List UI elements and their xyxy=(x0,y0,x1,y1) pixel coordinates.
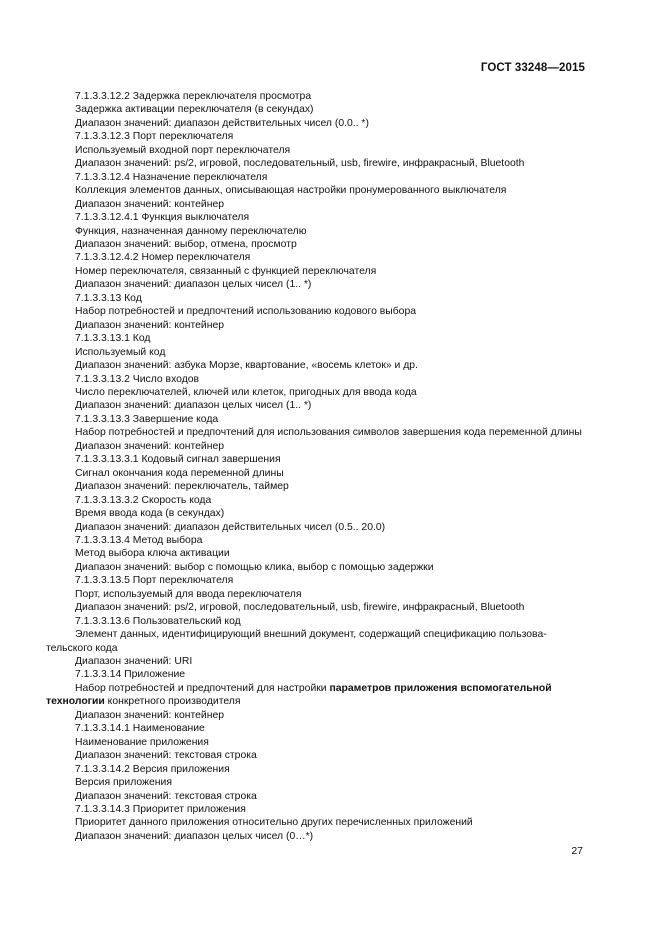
app-text-part2: конкретного производителя xyxy=(104,696,241,708)
clause-text: Сигнал окончания кода переменной длины xyxy=(75,467,284,479)
app-text-bold: параметров приложения вспомогательной технологии xyxy=(46,682,552,708)
clause-range: Диапазон значений: текстовая строка xyxy=(75,790,257,802)
clause-heading: 7.1.3.3.13 Код xyxy=(75,292,142,304)
clause-heading: 7.1.3.3.12.2 Задержка переключателя просмотра xyxy=(75,91,312,102)
clause-text: Порт, используемый для ввода переключателя xyxy=(75,588,302,600)
clause-heading: 7.1.3.3.14.2 Версия приложения xyxy=(75,763,230,775)
clause-range: Диапазон значений: контейнер xyxy=(75,709,225,721)
clause-range: Диапазон значений: ps/2, игровой, последовательный, usb, firewire, инфракрасный, Bluetooth xyxy=(75,158,525,170)
clause-text: Функция, назначенная данному переключателю xyxy=(75,225,307,237)
clause-text: Число переключателей, ключей или клеток, пригодных для ввода кода xyxy=(75,386,417,398)
clause-heading: 7.1.3.3.13.4 Метод выбора xyxy=(75,534,203,546)
clause-range: Диапазон значений: выбор с помощью клика, выбор с помощью задержки xyxy=(75,561,434,573)
clause-text: Используемый входной порт переключателя xyxy=(75,144,291,156)
clause-heading: 7.1.3.3.13.2 Число входов xyxy=(75,373,200,385)
clause-heading: 7.1.3.3.12.3 Порт переключателя xyxy=(75,131,234,143)
standard-code: ГОСТ 33248—2015 xyxy=(480,62,585,74)
page-number: 27 xyxy=(571,845,583,857)
clause-range: Диапазон значений: диапазон действительных чисел (0.0.. *) xyxy=(75,117,369,129)
clause-heading: 7.1.3.3.13.1 Код xyxy=(75,333,151,345)
clause-heading: 7.1.3.3.14.3 Приоритет приложения xyxy=(75,804,246,816)
clause-range: Диапазон значений: диапазон целых чисел (1.. *) xyxy=(75,400,312,412)
clause-heading: 7.1.3.3.13.3.2 Скорость кода xyxy=(75,494,212,506)
clause-range: Диапазон значений: выбор, отмена, просмотр xyxy=(75,238,297,250)
clause-text: Задержка активации переключателя (в секундах) xyxy=(75,104,314,116)
app-clause-text xyxy=(46,682,584,709)
clause-range: Диапазон значений: контейнер xyxy=(75,440,225,452)
app-text-part1: Набор потребностей и предпочтений для настройки xyxy=(75,682,330,694)
clause-heading: 7.1.3.3.12.4.1 Функция выключателя xyxy=(75,212,250,224)
clause-heading: 7.1.3.3.13.3 Завершение кода xyxy=(75,413,219,425)
clause-range: Диапазон значений: контейнер xyxy=(75,198,225,210)
clause-text: Используемый код xyxy=(75,346,166,358)
clause-heading: 7.1.3.3.12.4 Назначение переключателя xyxy=(75,171,268,183)
clause-range: Диапазон значений: диапазон целых чисел (0…*) xyxy=(75,830,314,842)
clause-text: Приоритет данного приложения относительно других перечисленных приложений xyxy=(75,817,473,829)
clause-range: Диапазон значений: переключатель, таймер xyxy=(75,481,289,493)
clause-text: Элемент данных, идентифицирующий внешний документ, содержащий спецификацию пользова-тельского кода xyxy=(46,629,547,654)
clause-heading: 7.1.3.3.13.6 Пользовательский код xyxy=(75,615,241,627)
clause-heading: 7.1.3.3.14.1 Наименование xyxy=(75,723,205,735)
clause-range: Диапазон значений: контейнер xyxy=(75,319,225,331)
clause-range: Диапазон значений: ps/2, игровой, последовательный, usb, firewire, инфракрасный, Bluetooth xyxy=(75,602,525,614)
clause-range: Диапазон значений: азбука Морзе, квартование, «восемь клеток» и др. xyxy=(75,360,418,372)
clause-text: Время ввода кода (в секундах) xyxy=(75,508,225,520)
clause-text: Коллекция элементов данных, описывающая настройки пронумерованного выключателя xyxy=(75,185,507,197)
clause-heading: 7.1.3.3.13.5 Порт переключателя xyxy=(75,575,234,587)
clause-text: Наименование приложения xyxy=(75,736,209,748)
document-body xyxy=(46,90,584,843)
clause-heading: 7.1.3.3.14 Приложение xyxy=(75,669,186,681)
clause-heading: 7.1.3.3.12.4.2 Номер переключателя xyxy=(75,252,251,264)
clause-range: Диапазон значений: текстовая строка xyxy=(75,750,257,762)
clause-range: Диапазон значений: диапазон действительных чисел (0.5.. 20.0) xyxy=(75,521,386,533)
clause-range: Диапазон значений: URI xyxy=(75,656,193,668)
clause-range: Диапазон значений: диапазон целых чисел (1.. *) xyxy=(75,279,312,291)
clause-text: Набор потребностей и предпочтений для использования символов завершения кода переменной длины xyxy=(75,427,582,439)
clause-text: Номер переключателя, связанный с функцией переключателя xyxy=(75,265,377,277)
clause-text: Версия приложения xyxy=(75,777,172,789)
clause-text: Метод выбора ключа активации xyxy=(75,548,230,560)
clause-heading: 7.1.3.3.13.3.1 Кодовый сигнал завершения xyxy=(75,454,281,466)
clause-text: Набор потребностей и предпочтений использованию кодового выбора xyxy=(75,306,417,318)
